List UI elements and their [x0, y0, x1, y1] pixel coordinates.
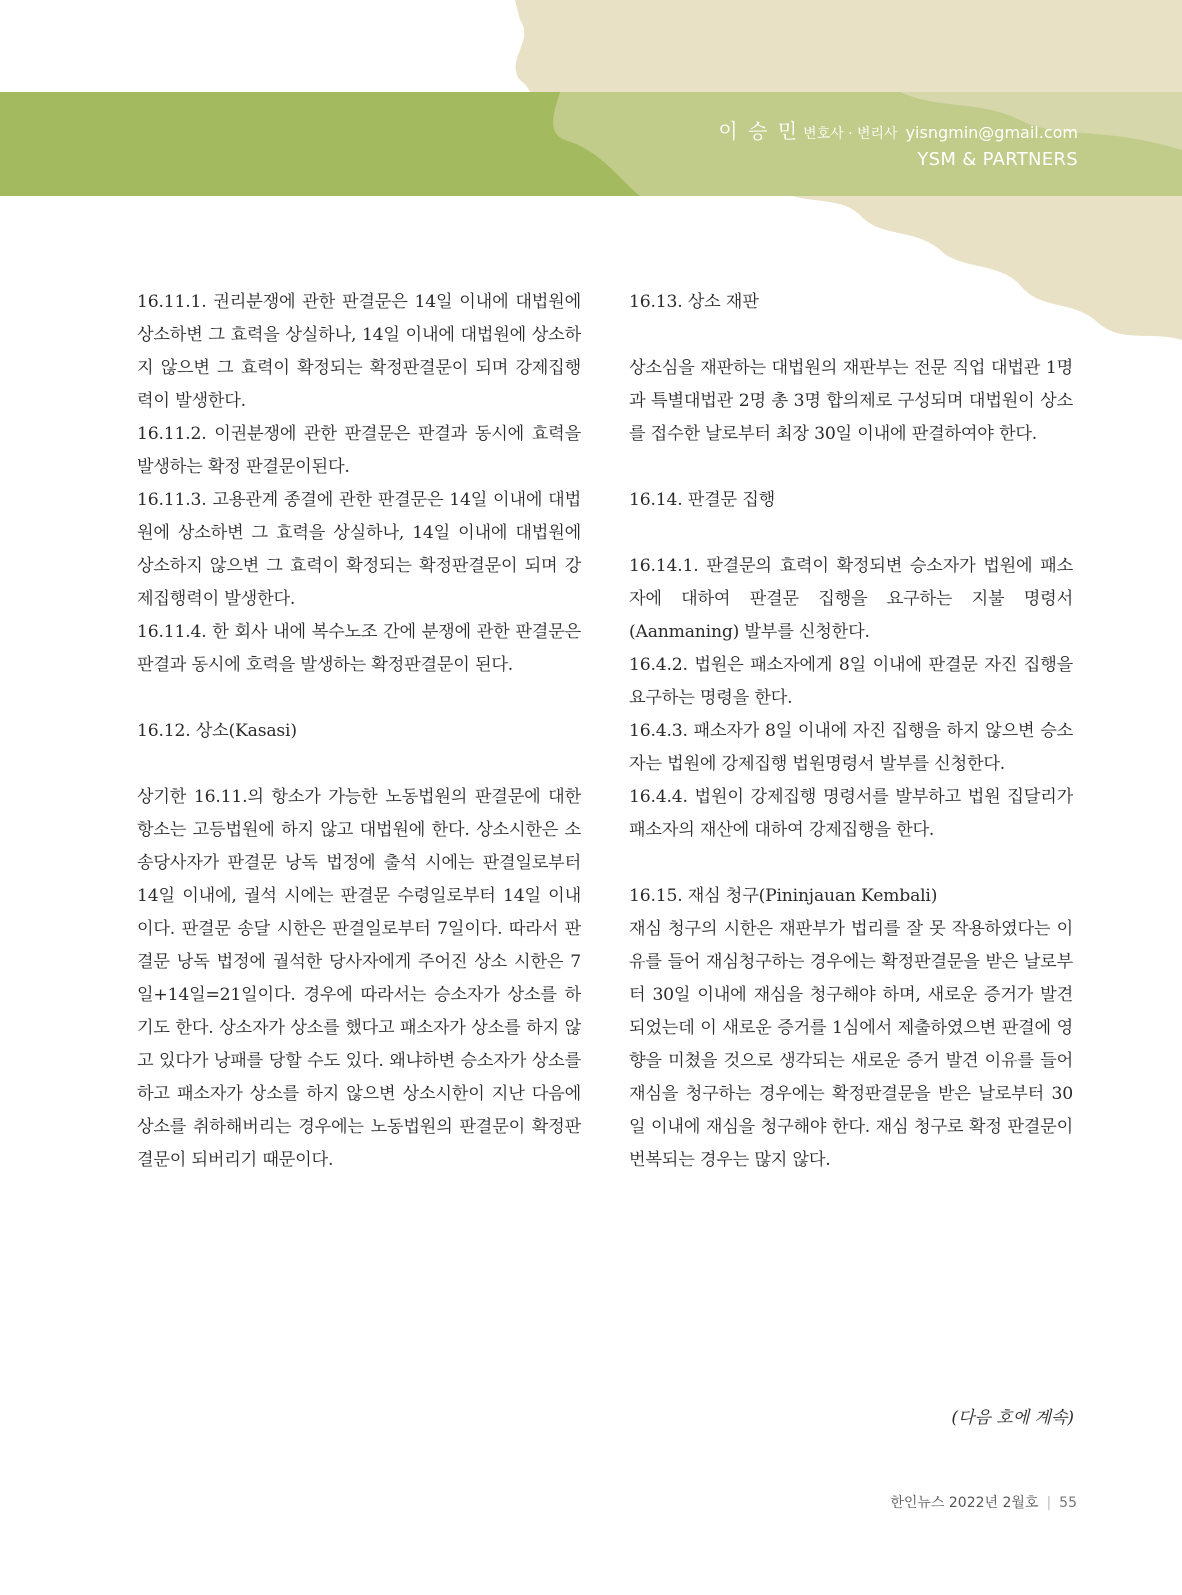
- paragraph: 16.14. 판결문 집행: [629, 490, 776, 510]
- paragraph: 16.11.3. 고용관계 종결에 관한 판결문은 14일 이내에 대법원에 상소하변 그 효력을 상실하나, 14일 이내에 대법원에 상소하지 않으변 그 효력이 확정되는 확정판결문이 되며 강제집행력이 발생한다.: [137, 490, 581, 609]
- continued-note: (다음 호에 계속): [951, 1408, 1074, 1428]
- author-line: [718, 118, 1078, 147]
- paragraph-spacer: [629, 451, 1073, 484]
- paragraph: 재심 청구의 시한은 재판부가 법리를 잘 못 작용하였다는 이유를 들어 재심청구하는 경우에는 확정판결문을 받은 날로부터 30일 이내에 재심을 청구해야 하며, 새로운 증거가 발견되었는데 이 새로운 증거를 1심에서 제출하였으변 판결에 영향을 미쳤을 것으로 생각되는 새로운 증거 발견 이유를 들어 재심을 청구하는 경우에는 확정판결문을 받은 날로부터 30일 이내에 재심을 청구해야 한다. 재심 청구로 확정 판결문이 번복되는 경우는 많지 않다.: [629, 919, 1073, 1170]
- page-footer: [890, 1492, 1077, 1514]
- paragraph: 16.11.1. 권리분쟁에 관한 판결문은 14일 이내에 대법원에 상소하변 그 효력을 상실하나, 14일 이내에 대법원에 상소하지 않으변 그 효력이 확정되는 확정판결문이 되며 강제집행력이 발생한다.: [137, 292, 581, 411]
- paragraph: 16.12. 상소(Kasasi): [137, 721, 297, 741]
- paragraph: 16.4.2. 법원은 패소자에게 8일 이내에 판결문 자진 집행을 요구하는 명령을 한다.: [629, 655, 1073, 708]
- publication-name: 한인뉴스 2022년 2월호: [890, 1495, 1039, 1511]
- paragraph-spacer: [629, 517, 1073, 550]
- paragraph: 상소심을 재판하는 대법원의 재판부는 전문 직업 대법관 1명 과 특별대법관 2명 총 3명 합의제로 구성되며 대법원이 상소를 접수한 날로부터 최장 30일 이내에 판결하여야 한다.: [629, 358, 1073, 444]
- paragraph-spacer: [137, 748, 581, 781]
- author-info: [718, 118, 1078, 173]
- paragraph: 16.11.4. 한 회사 내에 복수노조 간에 분쟁에 관한 판결문은 판결과 동시에 호력을 발생하는 확정판결문이 된다.: [137, 622, 581, 675]
- footer-separator: |: [1046, 1495, 1052, 1511]
- author-title: 변호사 · 변리사: [803, 126, 898, 142]
- left-column: [137, 286, 581, 1177]
- page-number: 55: [1059, 1495, 1077, 1511]
- paragraph: 16.15. 재심 청구(Pininjauan Kembali): [629, 886, 938, 906]
- paragraph-spacer: [137, 682, 581, 715]
- paragraph: 16.4.4. 법원이 강제집행 명령서를 발부하고 법원 집달리가 패소자의 재산에 대하여 강제집행을 한다.: [629, 787, 1073, 840]
- right-column: [629, 286, 1073, 1177]
- author-name: 이 승 민: [718, 119, 800, 143]
- paragraph: 16.11.2. 이권분쟁에 관한 판결문은 판결과 동시에 효력을 발생하는 확정 판결문이된다.: [137, 424, 581, 477]
- paragraph: 16.13. 상소 재판: [629, 292, 759, 312]
- paragraph-spacer: [629, 319, 1073, 352]
- author-email: yisngmin@gmail.com: [905, 123, 1078, 142]
- firm-name: YSM & PARTNERS: [917, 149, 1078, 170]
- paragraph: 16.4.3. 패소자가 8일 이내에 자진 집행을 하지 않으변 승소자는 법원에 강제집행 법원명령서 발부를 신청한다.: [629, 721, 1073, 774]
- paragraph: 16.14.1. 판결문의 효력이 확정되변 승소자가 법원에 패소자에 대하여 판결문 집행을 요구하는 지불 명령서(Aanmaning) 발부를 신청한다.: [629, 556, 1073, 642]
- paragraph: 상기한 16.11.의 항소가 가능한 노동법원의 판결문에 대한 항소는 고등법원에 하지 않고 대법원에 한다. 상소시한은 소송당사자가 판결문 낭독 법정에 출석 시에는 판결일로부터 14일 이내에, 궐석 시에는 판결문 수령일로부터 14일 이내이다. 판결문 송달 시한은 판결일로부터 7일이다. 따라서 판결문 낭독 법정에 궐석한 당사자에게 주어진 상소 시한은 7일+14일=21일이다. 경우에 따라서는 승소자가 상소를 하기도 한다. 상소자가 상소를 했다고 패소자가 상소를 하지 않고 있다가 낭패를 당할 수도 있다. 왜냐하변 승소자가 상소를 하고 패소자가 상소를 하지 않으변 상소시한이 지난 다음에 상소를 취하해버리는 경우에는 노동법원의 판결문이 확정판결문이 되버리기 때문이다.: [137, 787, 581, 1170]
- paragraph-spacer: [629, 847, 1073, 880]
